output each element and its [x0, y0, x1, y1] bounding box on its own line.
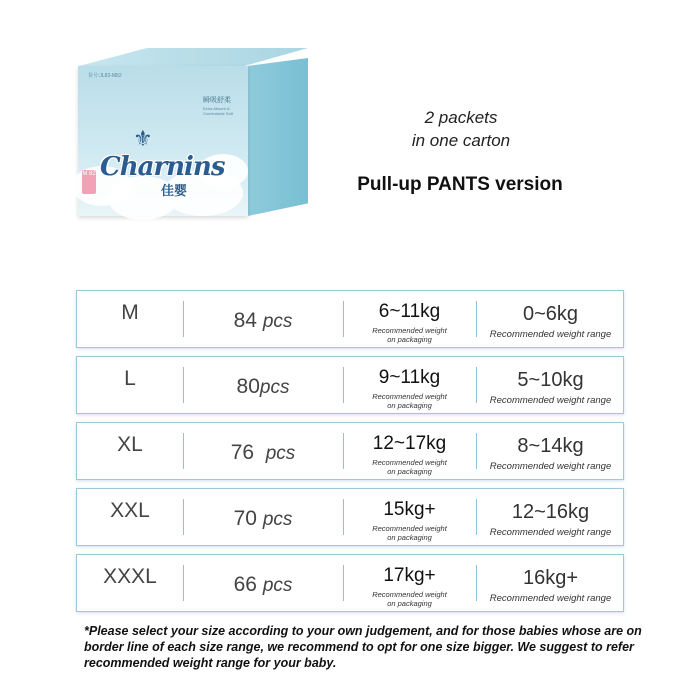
- table-row: [76, 554, 624, 612]
- size-table: [76, 290, 624, 620]
- carton-line-1: 2 packets: [424, 108, 498, 127]
- packaging-weight: 9~11kg: [378, 367, 441, 388]
- recommended-weight-note: Recommended weight range: [489, 461, 612, 472]
- packaging-weight: 17kg+: [383, 565, 436, 586]
- recommended-weight: 8~14kg: [517, 435, 584, 457]
- table-row: [76, 422, 624, 480]
- box-product-code: 货号:JL83-M82: [88, 73, 122, 79]
- recommended-weight: 16kg+: [522, 567, 579, 589]
- version-title: Pull-up PANTS version: [357, 174, 563, 195]
- packaging-weight-note: Recommended weight on packaging: [372, 326, 447, 344]
- size-label: L: [124, 367, 136, 390]
- brand-logo: Charnins: [100, 152, 225, 182]
- size-label: XXL: [110, 499, 150, 522]
- size-label: XL: [117, 433, 143, 456]
- brand-logo-cn: 佳婴: [161, 183, 188, 198]
- recommended-weight-note: Recommended weight range: [489, 329, 612, 340]
- box-size-tag: M 82: [82, 170, 96, 194]
- size-label: M: [121, 301, 139, 324]
- piece-count: 84 pcs: [233, 309, 293, 332]
- packaging-weight: 15kg+: [383, 499, 436, 520]
- packaging-weight-note: Recommended weight on packaging: [372, 458, 447, 476]
- piece-count: 66 pcs: [233, 573, 293, 596]
- box-side-face: [248, 58, 308, 216]
- size-advice-footnote: *Please select your size according to your own judgement, and for those babies whose are on border line of each size range, we recommend to opt for one size bigger. We suggest to refer recommended weight range for your baby.: [84, 624, 642, 670]
- piece-count: 70 pcs: [233, 507, 293, 530]
- box-top-label: 瞬吸舒柔: [203, 97, 231, 104]
- packaging-weight-note: Recommended weight on packaging: [372, 392, 447, 410]
- carton-line-2: in one carton: [411, 131, 511, 150]
- recommended-weight: 12~16kg: [511, 501, 590, 523]
- recommended-weight-note: Recommended weight range: [489, 593, 612, 604]
- fleur-de-lis-icon: ⚜: [133, 126, 153, 151]
- table-row: [76, 356, 624, 414]
- recommended-weight-note: Recommended weight range: [489, 527, 612, 538]
- recommended-weight: 0~6kg: [522, 303, 579, 325]
- packaging-weight-note: Recommended weight on packaging: [372, 524, 447, 542]
- packaging-weight: 6~11kg: [378, 301, 441, 322]
- size-label: XXXL: [103, 565, 157, 588]
- packaging-weight: 12~17kg: [372, 433, 447, 454]
- box-sub-label: Extra Absorb & Comfortable Soft: [203, 106, 234, 116]
- recommended-weight-note: Recommended weight range: [489, 395, 612, 406]
- product-box-image: [78, 48, 308, 220]
- packaging-weight-note: Recommended weight on packaging: [372, 590, 447, 608]
- piece-count: 80pcs: [236, 375, 290, 398]
- piece-count: 76 pcs: [230, 441, 296, 464]
- table-row: [76, 488, 624, 546]
- table-row: [76, 290, 624, 348]
- recommended-weight: 5~10kg: [517, 369, 584, 391]
- carton-info: [376, 106, 546, 152]
